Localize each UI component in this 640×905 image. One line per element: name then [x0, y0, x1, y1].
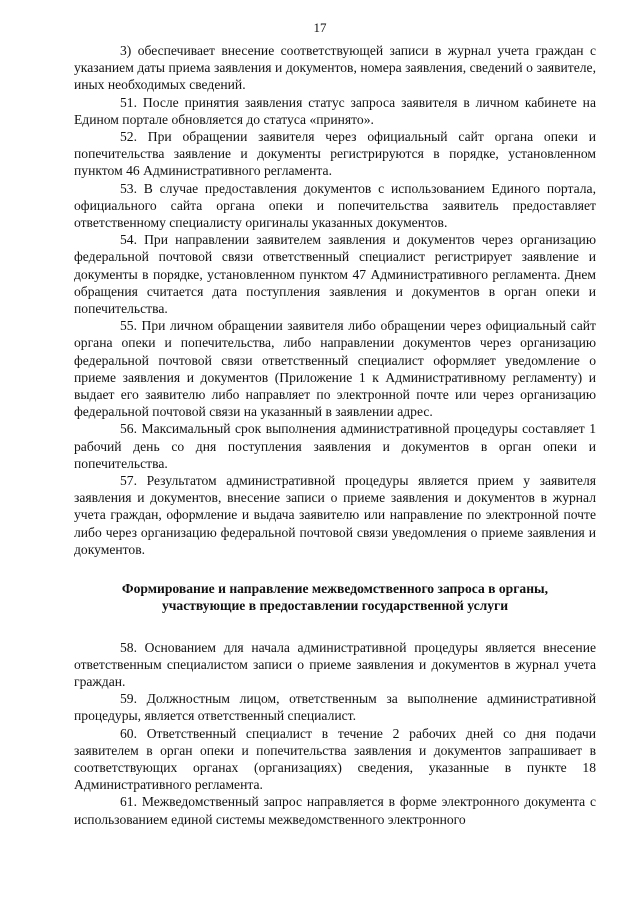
paragraph-51: 51. После принятия заявления статус запроса заявителя в личном кабинете на Едином портале обновляется до статуса «принято». [74, 94, 596, 127]
document-body [74, 42, 596, 828]
paragraph-52: 52. При обращении заявителя через официальный сайт органа опеки и попечительства заявление и документы регистрируются в порядке, установленном пунктом 46 Административного регламента. [74, 129, 596, 179]
paragraph-60: 60. Ответственный специалист в течение 2 рабочих дней со дня подачи заявителем в орган опеки и попечительства заявления и документов запрашивает в соответствующих органах (организациях) сведения, указанные в пункте 18 Административного регламента. [74, 725, 596, 793]
paragraph-56: 56. Максимальный срок выполнения административной процедуры составляет 1 рабочий день со дня поступления заявления и документов в орган опеки и попечительства. [74, 421, 596, 471]
paragraph-55: 55. При личном обращении заявителя либо обращении через официальный сайт органа опеки и попечительства, либо направлении документов через организацию федеральной почтовой связи ответственный специалист оформляет уведомление о приеме заявления и документов (Приложение 1 к Административному регламенту) и выдает его заявителю либо направляет по электронной почте или через организацию федеральной почтовой связи на указанный в заявлении адрес. [74, 318, 596, 420]
paragraph-57: 57. Результатом административной процедуры является прием у заявителя заявления и документов, внесение записи о приеме заявления и документов в журнал учета граждан, оформление и выдача заявителю или направление по электронной почте либо через организацию федеральной почтовой связи уведомления о приеме заявления и документов. [74, 473, 596, 557]
paragraph-59: 59. Должностным лицом, ответственным за выполнение административной процедуры, является ответственный специалист. [74, 691, 596, 724]
paragraph-58: 58. Основанием для начала административной процедуры является внесение ответственным специалистом записи о приеме заявления и документов в журнал учета граждан. [74, 639, 596, 689]
paragraph-53: 53. В случае предоставления документов с использованием Единого портала, официального сайта органа опеки и попечительства заявитель предоставляет ответственному специалисту оригиналы указанных документов. [74, 180, 596, 231]
paragraph-54: 54. При направлении заявителем заявления и документов через организацию федеральной почтовой связи ответственный специалист регистрирует заявление и документы в порядке, установленном пунктом 47 Административного регламента. Днем обращения считается дата поступления заявления и документов в орган опеки и попечительства. [74, 232, 596, 317]
page-number: 17 [313, 20, 327, 35]
paragraph-61: 61. Межведомственный запрос направляется в форме электронного документа с использованием единой системы межведомственного электронного [74, 794, 596, 827]
section-heading: Формирование и направление межведомственного запроса в органы, участвующие в предоставлении государственной услуги [121, 581, 549, 614]
paragraph-item-3: 3) обеспечивает внесение соответствующей записи в журнал учета граждан с указанием даты приема заявления и документов, номера заявления, сведений о заявителе, иных необходимых сведений. [74, 43, 596, 93]
